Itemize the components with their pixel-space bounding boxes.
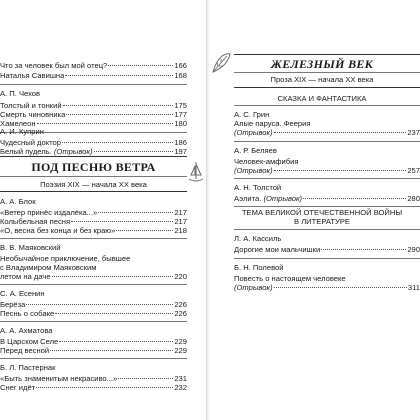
excerpt-note: (Отрывок): [234, 166, 273, 175]
divider: [0, 284, 187, 285]
left-page: [0, 0, 206, 420]
toc-entry[interactable]: Хамелеон 180: [0, 119, 187, 128]
toc-entry[interactable]: «Быть знаменитым некрасиво...» 231: [0, 374, 187, 383]
toc-entry[interactable]: В Царском Селе 229: [0, 337, 187, 346]
author-name: А. Н. Толстой: [234, 183, 282, 192]
author-name: А. П. Чехов: [0, 89, 41, 98]
section-subtitle: Проза XIX — начала XX века: [270, 75, 374, 84]
toc-entry[interactable]: Перед весной 229: [0, 346, 187, 355]
toc-entry[interactable]: (Отрывок) 237: [234, 128, 420, 137]
toc-title-line: с Владимиром Маяковским: [0, 263, 97, 272]
divider: [234, 258, 420, 259]
toc-title-line: Необычайное приключение, бывшее: [0, 254, 131, 263]
toc-entry[interactable]: летом на даче 220: [0, 272, 187, 281]
divider: [0, 84, 187, 85]
section-title: ЖЕЛЕЗНЫЙ ВЕК: [270, 57, 374, 71]
toc-entry[interactable]: Наталья Савишна 168: [0, 71, 187, 80]
author-name: Л. А. Кассиль: [234, 234, 282, 243]
section-title: ПОД ПЕСНЮ ВЕТРА: [31, 160, 156, 174]
toc-title-line: Человек-амфибия: [234, 157, 299, 166]
toc-entry[interactable]: (Отрывок) 311: [234, 283, 420, 292]
divider: [0, 238, 187, 239]
author-name: С. А. Есенин: [0, 289, 45, 298]
toc-entry[interactable]: Смерть чиновника 177: [0, 110, 187, 119]
section-rule: [234, 54, 420, 55]
excerpt-note: (Отрывок): [263, 194, 303, 203]
section-rule: [0, 156, 187, 157]
divider: [234, 72, 420, 73]
author-name: А. Р. Беляев: [234, 146, 277, 155]
divider: [0, 358, 187, 359]
toc-entry[interactable]: Снег идёт 232: [0, 383, 187, 392]
toc-entry[interactable]: Толстый и тонкий 175: [0, 101, 187, 110]
toc-entry[interactable]: Белый пудель. (Отрывок) 197: [0, 147, 187, 156]
excerpt-note: (Отрывок): [234, 283, 273, 292]
toc-entry[interactable]: Аэлита. (Отрывок) 280: [234, 194, 420, 203]
subsection-title: ТЕМА ВЕЛИКОЙ ОТЕЧЕСТВЕННОЙ ВОЙНЫ: [241, 208, 403, 217]
author-name: Б. Н. Полевой: [234, 263, 284, 272]
author-name: А. А. Блок: [0, 197, 36, 206]
toc-entry[interactable]: Колыбельная песня 217: [0, 217, 187, 226]
divider: [234, 105, 420, 106]
author-name: В. В. Маяковский: [0, 243, 61, 252]
toc-entry[interactable]: Чудесный доктор 186: [0, 138, 187, 147]
subsection-title: СКАЗКА И ФАНТАСТИКА: [277, 94, 367, 103]
toc-entry[interactable]: «Ветер принёс издалёка...» 217: [0, 208, 187, 217]
sailboat-ornament-icon: [188, 160, 204, 184]
divider: [234, 178, 420, 179]
divider: [234, 141, 420, 142]
toc-entry[interactable]: Дорогие мои мальчишки 290: [234, 245, 420, 254]
excerpt-note: (Отрывок): [53, 147, 93, 156]
toc-entry[interactable]: Что за человек был мой отец? 166: [0, 61, 187, 70]
toc-title-line: Повесть о настоящем человеке: [234, 274, 346, 283]
section-subtitle: Поэзия XIX — начала XX века: [40, 180, 147, 189]
author-name: А. И. Куприн: [0, 127, 44, 136]
author-name: А. А. Ахматова: [0, 326, 53, 335]
subsection-title: В ЛИТЕРАТУРЕ: [294, 217, 350, 226]
section-rule: [234, 87, 420, 88]
divider: [234, 229, 420, 230]
divider: [0, 176, 187, 177]
toc-entry[interactable]: (Отрывок) 257: [234, 166, 420, 175]
right-page: [210, 0, 420, 420]
author-name: Б. Л. Пастернак: [0, 363, 56, 372]
toc-entry[interactable]: Берёза 226: [0, 300, 187, 309]
author-name: А. С. Грин: [234, 110, 270, 119]
section-rule: [0, 191, 187, 192]
toc-title-line: Алые паруса. Феерия: [234, 119, 311, 128]
leaf-ornament-icon: [210, 51, 232, 75]
divider: [0, 321, 187, 322]
divider: [234, 206, 420, 207]
toc-entry[interactable]: Песнь о собаке 226: [0, 309, 187, 318]
toc-entry[interactable]: «О, весна без конца и без краю» 218: [0, 226, 187, 235]
excerpt-note: (Отрывок): [234, 128, 273, 137]
